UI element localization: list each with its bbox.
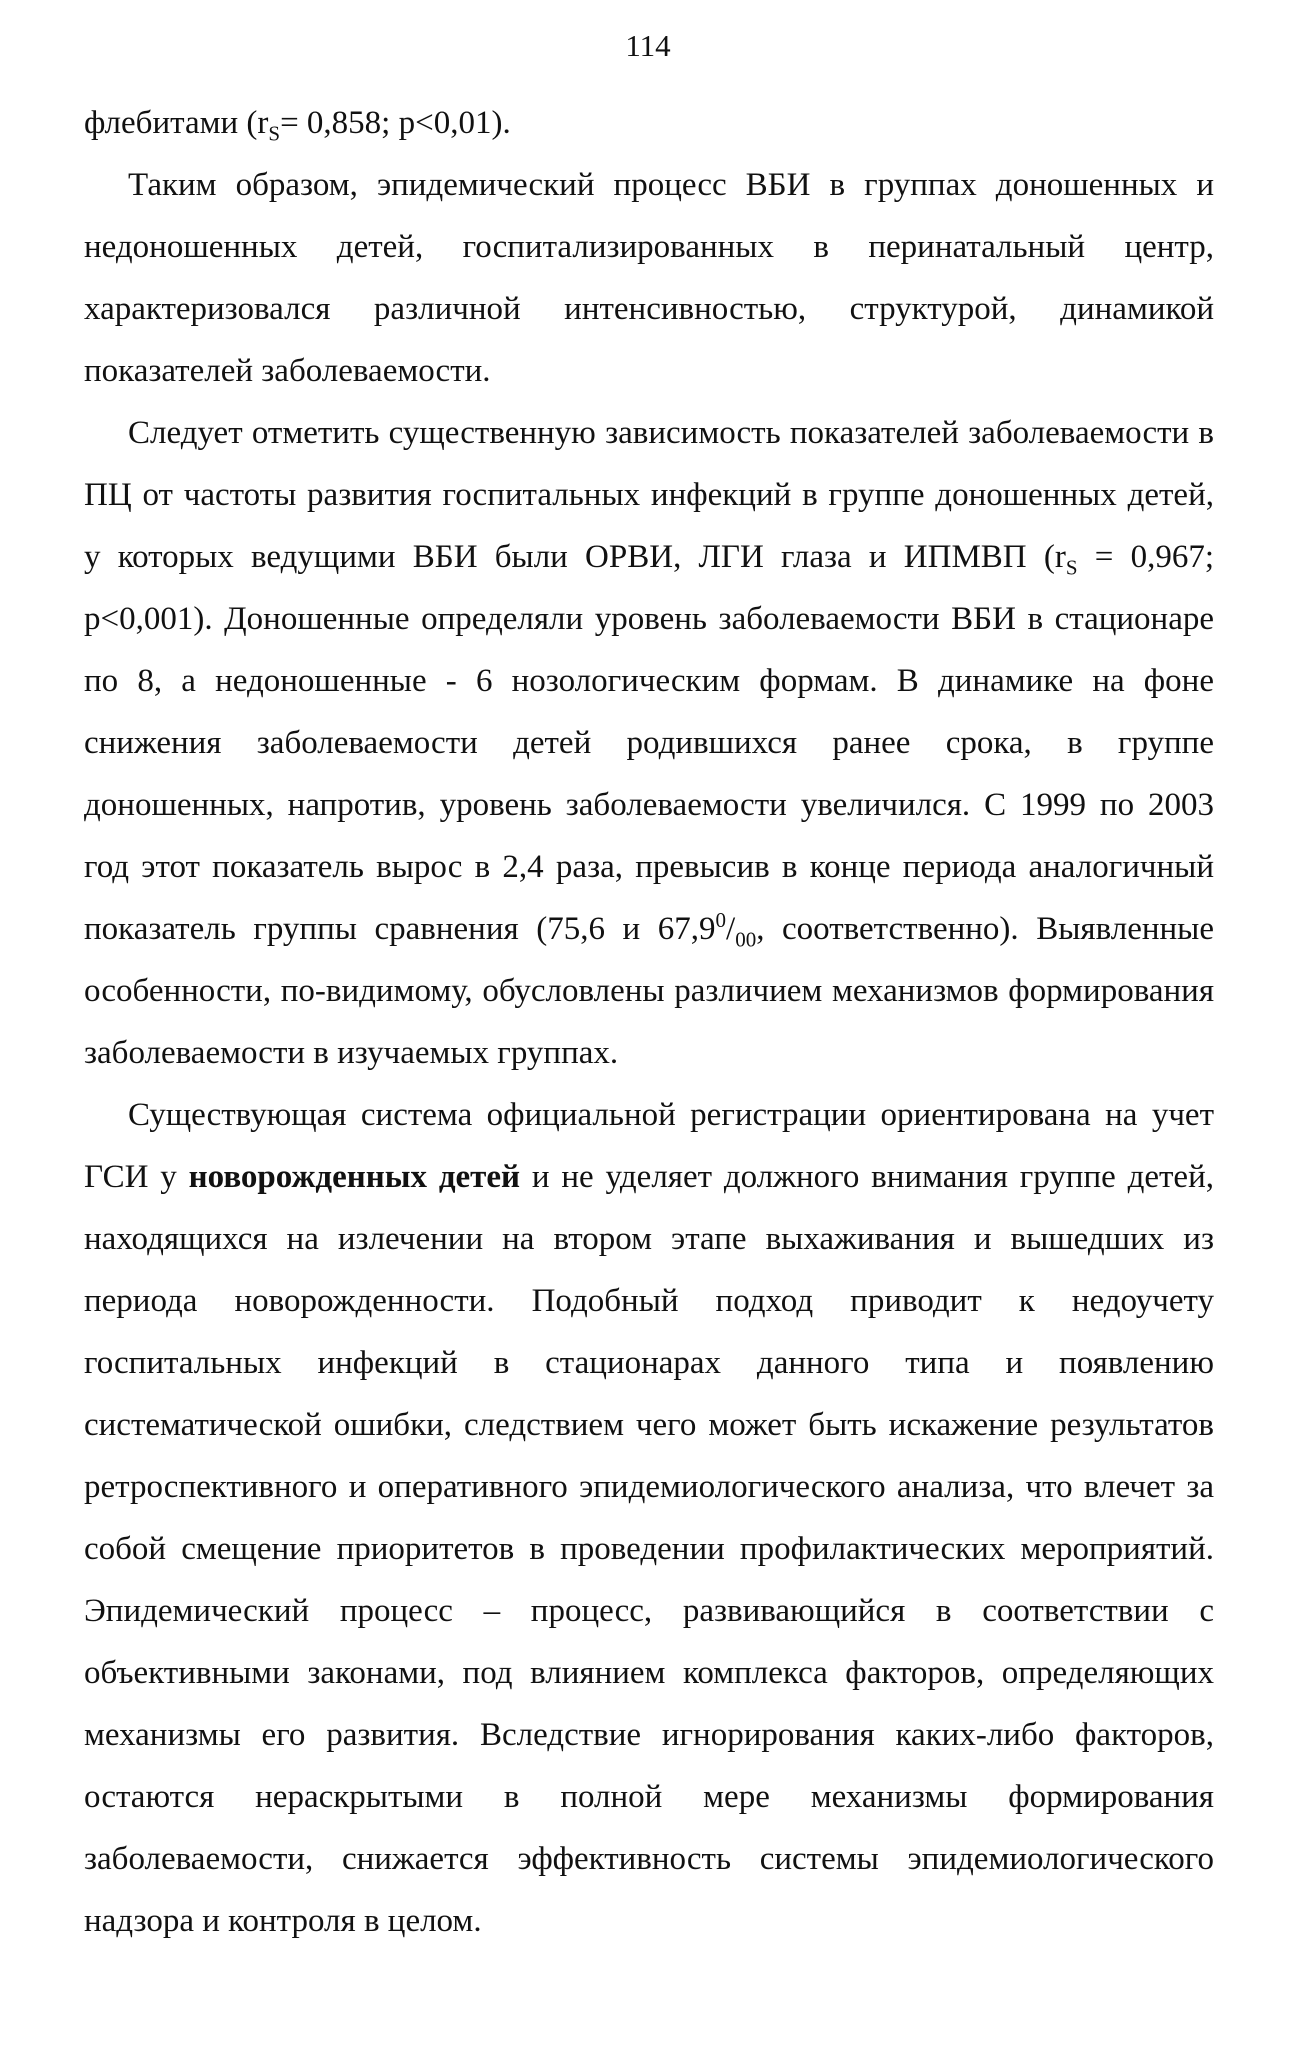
text-segment: Существующая система официальной регистрации ориентирована на учет ГСИ у	[84, 1097, 1214, 1195]
text-segment: /	[726, 911, 736, 947]
text-segment: = 0,967; p<0,001). Доношенные определяли уровень заболеваемости ВБИ в стационаре по 8, а недоношенные - 6 нозологическим формам. В динамике на фоне снижения заболеваемости детей родившихся ранее срока, в группе доношенных, напротив, уровень заболеваемости увеличился. С 1999 по 2003 год этот показатель вырос в 2,4 раза, превысив в конце периода аналогичный показатель группы сравнения (75,6 и 67,9	[84, 539, 1214, 947]
text-segment: = 0,858; p<0,01).	[280, 105, 511, 141]
page-number: 114	[625, 28, 671, 63]
paragraph	[84, 1084, 1214, 1952]
text-segment: Следует отметить существенную зависимость показателей заболеваемости в ПЦ от частоты развития госпитальных инфекций в группе доношенных детей, у которых ведущими ВБИ были ОРВИ, ЛГИ глаза и ИПМВП (r	[84, 415, 1214, 575]
text-segment: , соответственно). Выявленные особенности, по-видимому, обусловлены различием механизмов формирования заболеваемости в изучаемых группах.	[84, 911, 1214, 1071]
subscript: 00	[735, 927, 757, 952]
bold-text: новорожденных детей	[188, 1159, 521, 1195]
subscript: S	[268, 121, 281, 146]
text-segment: флебитами (r	[84, 105, 269, 141]
document-body	[84, 92, 1214, 1952]
text-segment: и не уделяет должного внимания группе детей, находящихся на излечении на втором этапе выхаживания и вышедших из периода новорожденности. Подобный подход приводит к недоучету госпитальных инфекций в стационарах данного типа и появлению систематической ошибки, следствием чего может быть искажение результатов ретроспективного и оперативного эпидемиологического анализа, что влечет за собой смещение приоритетов в проведении профилактических мероприятий. Эпидемический процесс – процесс, развивающийся в соответствии с объективными законами, под влиянием комплекса факторов, определяющих механизмы его развития. Вследствие игнорирования каких-либо факторов, остаются нераскрытыми в полной мере механизмы формирования заболеваемости, снижается эффективность системы эпидемиологического надзора и контроля в целом.	[84, 1159, 1214, 1939]
superscript: 0	[715, 908, 727, 932]
paragraph	[84, 402, 1214, 1084]
paragraph: Таким образом, эпидемический процесс ВБИ в группах доношенных и недоношенных детей, госпитализированных в перинатальный центр, характеризовался различной интенсивностью, структурой, динамикой показателей заболеваемости.	[84, 167, 1214, 389]
subscript: S	[1065, 555, 1078, 580]
paragraph-continuation	[84, 92, 1214, 154]
